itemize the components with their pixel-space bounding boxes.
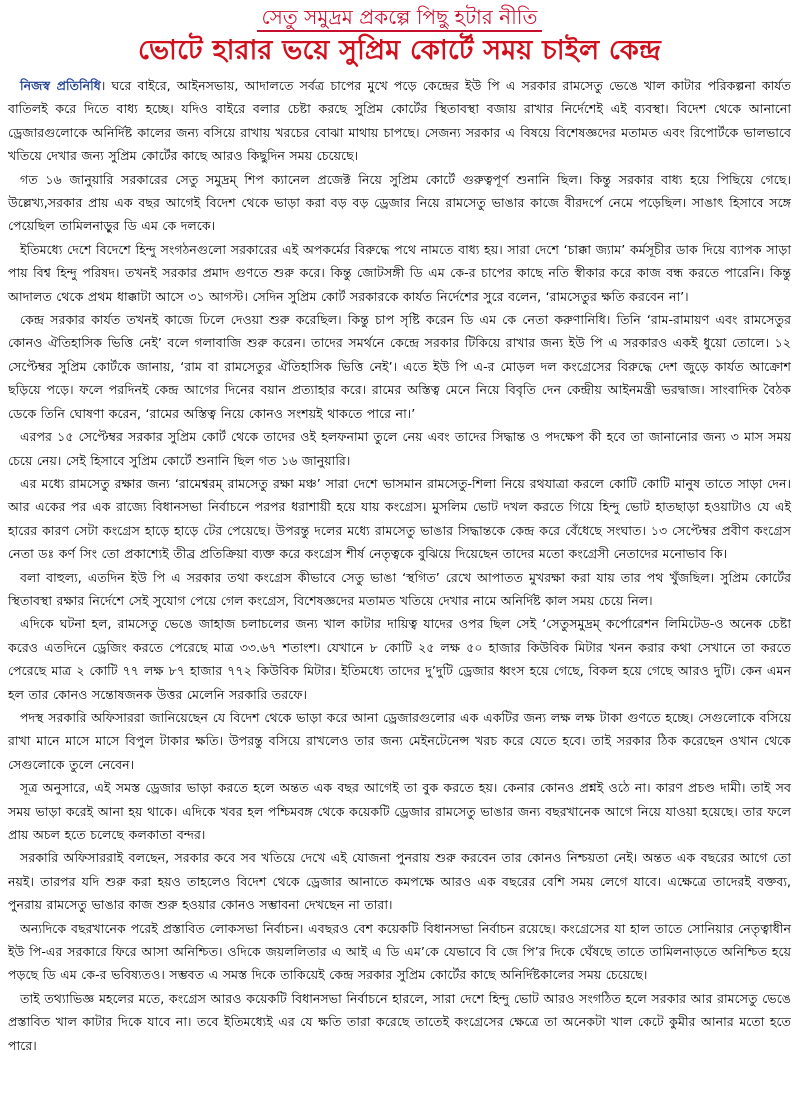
paragraph-1-text: । ঘরে বাইরে, আইনসভায়, আদালতে সর্বত্র চাপের মুখে পড়ে কেন্দ্রের ইউ পি এ সরকার রামসেতু ভেঙে খাল কাটার পরিকল্পনা কার্যত বাতিলই করে দিতে বাধ্য হচ্ছে। যদিও বাইরে বলার চেষ্টা করছে সুপ্রিম কোর্টের স্থিতাবস্থা বজায় রাখার নির্দেশেই এই ব্যবস্থা। বিদেশ থেকে আনানো ড্রেজারগুলোকে অনির্দিষ্ট কালের জন্য বসিয়ে রাখায় খরচের বোঝা মাথায় চাপছে। সেজন্য সরকার এ বিষয়ে বিশেষজ্ঞদের মতামত এবং রিপোর্টকে ভালভাবে খতিয়ে দেখার জন্য সুপ্রিম কোর্টের কাছে আরও কিছুদিন সময় চেয়েছে। xyxy=(8,78,791,164)
kicker-text: সেতু সমুদ্রম প্রকল্পে পিছু হটার নীতি xyxy=(257,4,541,32)
paragraph-1 xyxy=(8,74,791,168)
paragraph-2: গত ১৬ জানুয়ারি সরকারের সেতু সমুদ্রম্‌ শিপ ক্যানেল প্রজেক্ট নিয়ে সুপ্রিম কোর্টে গুরুত্বপূর্ণ শুনানি ছিল। কিন্তু সরকার বাধ্য হয়ে পিছিয়ে গেছে। উল্লেখ্য,সরকার প্রায় এক বছর আগেই বিদেশ থেকে ভাড়া করা বড় বড় ড্রেজার নিয়ে রামসেতু ভাঙার কাজে বীরদর্পে নেমে পড়েছিল। সাঙাৎ হিসাবে সঙ্গে পেয়েছিল তামিলনাড়ুর ডি এম কে দলকে। xyxy=(8,171,791,234)
paragraph-5: এরপর ১৫ সেপ্টেম্বর সরকার সুপ্রিম কোর্ট থেকে তাদের ওই হলফনামা তুলে নেয় এবং তাদের সিদ্ধান্ত ও পদক্ষেপ কী হবে তা জানানোর জন্য ৩ মাস সময় চেয়ে নেয়। সেই হিসাবে সুপ্রিম কোর্টে শুনানি ছিল গত ১৬ জানুয়ারি। xyxy=(8,429,791,468)
paragraph-11: সরকারি অফিসাররাই বলছেন, সরকার কবে সব খতিয়ে দেখে এই যোজনা পুনরায় শুরু করবেন তার কোনও নিশ্চয়তা নেই। অন্তত এক বছরের আগে তো নয়ই। তারপর যদি শুরু করা হয়ও তাহলেও বিদেশ থেকে ড্রেজার আনাতে কমপক্ষে আরও এক বছরের বেশি সময় লেগে যাবে। এক্ষেত্রে তাদেরই বক্তব্য, পুনরায় রামসেতু ভাঙার কাজ শুরু হওয়ার কোনও সম্ভাবনা দেখছেন না তারা। xyxy=(8,850,791,913)
paragraph-4: কেন্দ্র সরকার কার্যত তখনই কাজে ঢিলে দেওয়া শুরু করেছিল। কিন্তু চাপ সৃষ্টি করেন ডি এম কে নেতা করুণানিধি। তিনি ‘রাম-রামায়ণ এবং রামসেতুর কোনও ঐতিহাসিক ভিত্তি নেই’ বলে গলাবাজি শুরু করেন। তাদের সমর্থনে কেন্দ্রে সরকার টিকিয়ে রাখার জন্য ইউ পি এ সরকারও একই ধুয়ো তোলে। ১২ সেপ্টেম্বর সুপ্রিম কোর্টকে জানায়, ‘রাম বা রামসেতুর ঐতিহাসিক ভিত্তি নেই’। এতে ইউ পি এ-র মোড়ল দল কংগ্রেসের বিরুদ্ধে দেশ জুড়ে কার্যত আক্রোশ ছড়িয়ে পড়ে। ফলে পরদিনই কেন্দ্র আগের দিনের বয়ান প্রত্যাহার করে। রামের অস্তিত্ব মেনে নিয়ে বিবৃতি দেন কেন্দ্রীয় আইনমন্ত্রী ভরদ্বাজ। সাংবাদিক বৈঠক ডেকে তিনি ঘোষণা করেন, ‘রামের অস্তিত্ব নিয়ে কোনও সংশয়ই থাকতে পারে না।’ xyxy=(8,312,791,421)
paragraph-12: অন্যদিকে বছরখানেক পরেই প্রস্তাবিত লোকসভা নির্বাচন। এবছরও বেশ কয়েকটি বিধানসভা নির্বাচন রয়েছে। কংগ্রেসের যা হাল তাতে সোনিয়ার নেতৃত্বাধীন ইউ পি-এর সরকারে ফিরে আসা অনিশ্চিত। ওদিকে জয়ললিতার এ আই এ ডি এম’কে যেভাবে বি জে পি’র দিকে ঘেঁষছে তাতে তামিলনাড়তে অনিশ্চিত হয়ে পড়ছে ডি এম কে-র ভবিষ্যতও। সম্ভবত এ সমস্ত দিকে তাকিয়েই কেন্দ্র সরকার সুপ্রিম কোর্টের কাছে অনির্দিষ্টকালের সময় চেয়েছে। xyxy=(8,920,791,983)
kicker-line xyxy=(8,4,791,32)
paragraph-7: বলা বাহুল্য, এতদিন ইউ পি এ সরকার তথা কংগ্রেস কীভাবে সেতু ভাঙা ‘স্থগিত’ রেখে আপাতত মুখরক্ষা করা যায় তার পথ খুঁজছিল। সুপ্রিম কোর্টের স্থিতাবস্থা রক্ষার নির্দেশে সেই সুযোগ পেয়ে গেল কংগ্রেস, বিশেষজ্ঞদের মতামত খতিয়ে দেখার নামে অনির্দিষ্ট কাল সময় চেয়ে নিল। xyxy=(8,569,791,608)
byline: নিজস্ব প্রতিনিধি xyxy=(20,78,101,93)
headline: ভোটে হারার ভয়ে সুপ্রিম কোর্টে সময় চাইল কেন্দ্র xyxy=(137,35,661,66)
paragraph-10: সূত্র অনুসারে, এই সমস্ত ড্রেজার ভাড়া করতে হলে অন্তত এক বছর আগেই তা বুক করতে হয়। কেনার কোনও প্রশ্নই ওঠে না। কারণ প্রচণ্ড দামী। তাই সব সময় ভাড়া করেই আনা হয় থাকে। এদিকে খবর হল পশ্চিমবঙ্গ থেকে কয়েকটি ড্রেজার রামসেতু ভাঙার জন্য বছরখানেক আগে নিয়ে যাওয়া হয়েছে। তার ফলে প্রায় অচল হতে চলেছে কলকাতা বন্দর। xyxy=(8,780,791,842)
paragraph-6: এর মধ্যে রামসেতু রক্ষার জন্য ‘রামেশ্বরম্‌ রামসেতু রক্ষা মঞ্চ’ সারা দেশে ভাসমান রামসেতু-শিলা নিয়ে রথযাত্রা করলে কোটি কোটি মানুষ তাতে সাড়া দেন। আর একের পর এক রাজ্যে বিধানসভা নির্বাচনে পরপর ধরাশায়ী হয়ে যায় কংগ্রেস। মুসলিম ভোট দখল করতে গিয়ে হিন্দু ভোট হাতছাড়া হওয়াটাও যে এই হারের কারণ সেটা কংগ্রেস হাড়ে হাড়ে টের পেয়েছে। উপরন্তু দলের মধ্যে রামসেতু ভাঙার সিদ্ধান্তকে কেন্দ্র করে বেঁধেছে সংঘাত। ১৩ সেপ্টেম্বর প্রবীণ কংগ্রেস নেতা ডঃ কর্ণ সিং তো প্রকাশ্যেই তীব্র প্রতিক্রিয়া ব্যক্ত করে কংগ্রেস শীর্ষ নেতৃত্বকে বুঝিয়ে দিয়েছেন তাদের মতো কংগ্রেসী নেতাদের মনোভাব কি। xyxy=(8,475,791,562)
paragraph-9: পদস্থ সরকারি অফিসাররা জানিয়েছেন যে বিদেশ থেকে ভাড়া করে আনা ড্রেজারগুলোর এক একটির জন্য লক্ষ লক্ষ টাকা গুণতে হচ্ছে। সেগুলোকে বসিয়ে রাখা মানে মাসে মাসে বিপুল টাকার ক্ষতি। উপরন্তু বসিয়ে রাখলেও তার জন্য মেইনটেনেন্স খরচ করে যেতে হবে। তাই সরকার ঠিক করেছেন ওখান থেকে সেগুলোকে তুলে নেবেন। xyxy=(8,709,791,772)
paragraph-3: ইতিমধ্যে দেশে বিদেশে হিন্দু সংগঠনগুলো সরকারের এই অপকর্মের বিরুদ্ধে পথে নামতে বাধ্য হয়। সারা দেশে ‘চাক্কা জ্যাম’ কর্মসূচীর ডাক দিয়ে ব্যাপক সাড়া পায় বিশ্ব হিন্দু পরিষদ। তখনই সরকার প্রমাদ গুণতে শুরু করে। কিন্তু জোটসঙ্গী ডি এম কে-র চাপের কাছে নতি স্বীকার করে কাজ বন্ধ করতে পারেনি। কিন্তু আদালত থেকে প্রথম ধাক্কাটা আসে ৩১ আগস্ট। সেদিন সুপ্রিম কোর্ট সরকারকে কার্যত নির্দেশের সুরে বলেন, ‘রামসেতুর ক্ষতি করবেন না’। xyxy=(8,241,791,304)
article-body xyxy=(8,74,791,1057)
paragraph-8: এদিকে ঘটনা হল, রামসেতু ভেঙে জাহাজ চলাচলের জন্য খাল কাটার দায়িত্ব যাদের ওপর ছিল সেই ‘সেতুসমুদ্রম্‌ কর্পোরেশন লিমিটেড-ও অনেক চেষ্টা করেও এতদিনে ড্রেজিং করতে পেরেছে মাত্র ৩৩.৬৭ শতাংশ। যেখানে ৮ কোটি ২৫ লক্ষ ৫০ হাজার কিউবিক মিটার খনন করার কথা সেখানে তা করতে পেরেছে মাত্র ২ কোটি ৭৭ লক্ষ ৮৭ হাজার ৭৭২ কিউবিক মিটার। ইতিমধ্যে তাদের দু’দুটি ড্রেজার ধ্বংস হয়ে গেছে, বিকল হয়ে গেছে আরও দুটি। কেন এমন হল তার কোনও সন্তোষজনক উত্তর মেলেনি সরকারি তরফে। xyxy=(8,616,791,702)
paragraph-13: তাই তথ্যাভিজ্ঞ মহলের মতে, কংগ্রেস আরও কয়েকটি বিধানসভা নির্বাচনে হারলে, সারা দেশে হিন্দু ভোট আরও সংগঠিত হলে সরকার আর রামসেতু ভেঙে প্রস্তাবিত খাল কাটার দিকে যাবে না। তবে ইতিমধ্যেই এর যে ক্ষতি তারা করেছে তাতেই কংগ্রেসের ক্ষেত্রে তা অনেকটা খাল কেটে কুমীর আনার মতো হতে পারে। xyxy=(8,990,791,1053)
